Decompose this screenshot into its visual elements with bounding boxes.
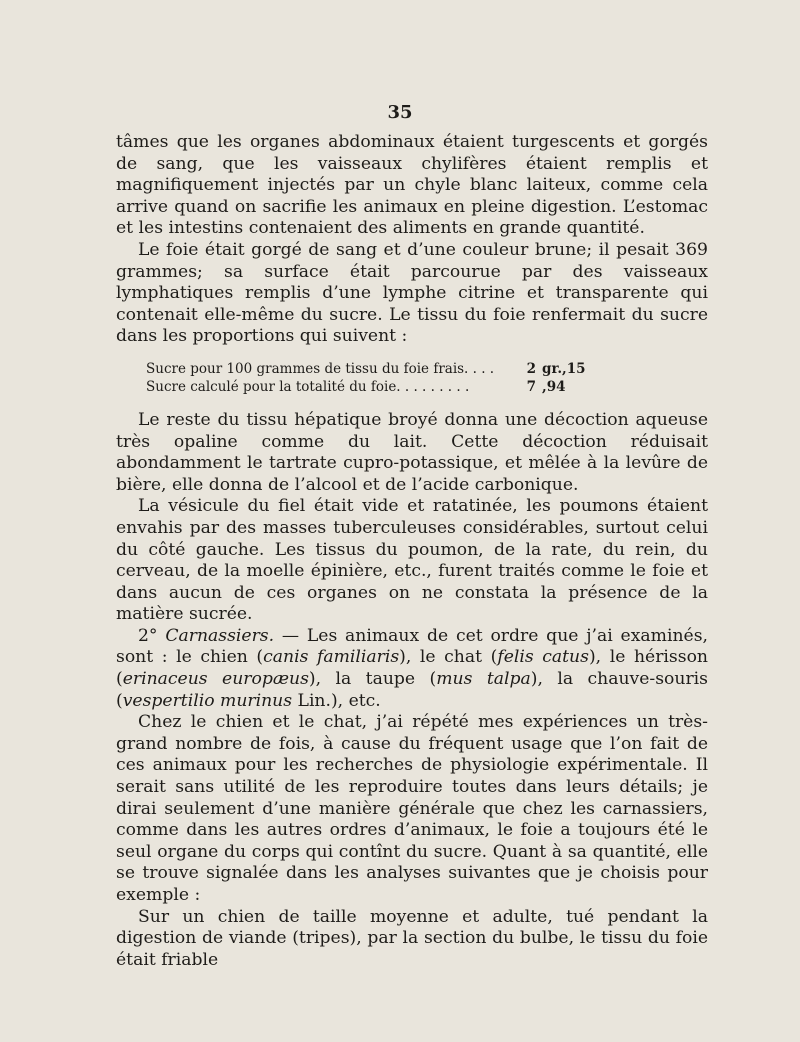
latin-name: felis catus (497, 647, 589, 668)
section-number: 2° (138, 625, 158, 646)
page-number: 35 (387, 102, 413, 123)
paragraph: Le reste du tissu hépatique broyé donna une décoction aqueuse très opaline comme du lait. Cette décoction réduisait abondamment le tartrate cupro-potassique, et mêlée à la levûre de bière, elle donna de l’alcool et de l’acide carbonique. (116, 409, 708, 495)
carnassiers-paragraph (116, 626, 708, 712)
paragraph: tâmes que les organes abdominaux étaient turgescents et gorgés de sang, que les vaisseaux chylifères étaient remplis et magnifiquement injectés par un chyle blanc laiteux, comme cela arrive quand on sacrifie les animaux en pleine digestion. L’estomac et les intestins contenaient des aliments en grande quantité. (116, 132, 708, 239)
sugar-table (146, 360, 708, 396)
row-unit: gr.,15 (542, 360, 586, 377)
text-run: ), le chat ( (399, 647, 498, 668)
body-text (116, 132, 708, 971)
table-row (146, 378, 708, 396)
text-run: ), la taupe ( (308, 669, 437, 690)
row-value: 2 (526, 360, 536, 377)
paragraph: La vésicule du fiel était vide et ratatinée, les poumons étaient envahis par des masses tuberculeuses considérables, surtout celui du côté gauche. Les tissus du poumon, de la rate, du rein, du cerveau, de la moelle épinière, etc., furent traités comme le foie et dans aucun de ces organes on ne constata la présence de la matière sucrée. (116, 496, 708, 625)
latin-name: erinaceus europæus (122, 669, 309, 690)
section-heading: Carnassiers. (165, 625, 275, 646)
table-row (146, 360, 708, 378)
text-run: Lin.), etc. (292, 690, 381, 711)
row-label: Sucre calculé pour la totalité du foie. . . . . . . . . (146, 378, 470, 395)
paragraph: Sur un chien de taille moyenne et adulte, tué pendant la digestion de viande (tripes), par la section du bulbe, le tissu du foie était friable (116, 906, 708, 970)
row-unit: ,94 (542, 378, 566, 395)
paragraph: Le foie était gorgé de sang et d’une couleur brune; il pesait 369 grammes; sa surface était parcourue par des vaisseaux lymphatiques remplis d’une lymphe citrine et transparente qui contenait elle-même du sucre. Le tissu du foie renfermait du sucre dans les proportions qui suivent : (116, 239, 708, 347)
latin-name: canis familiaris (263, 647, 400, 668)
paragraph: Chez le chien et le chat, j’ai répété mes expériences un très-grand nombre de fois, à cause du fréquent usage que l’on fait de ces animaux pour les recherches de physiologie expérimentale. Il serait sans utilité de les reproduire toutes dans leurs détails; je dirai seulement d’une manière générale que chez les carnassiers, comme dans les autres ordres d’animaux, le foie a toujours été le seul organe du corps qui contînt du sucre. Quant à sa quantité, elle se trouve signalée dans les analyses suivantes que je choisis pour exemple : (116, 712, 708, 905)
latin-name: mus talpa (436, 669, 531, 690)
row-value: 7 (526, 378, 536, 395)
text-run: ), le hérisson ( (116, 647, 708, 690)
text-run: ), la chauve-souris ( (116, 669, 708, 711)
latin-name: vespertilio murinus (122, 690, 293, 711)
text-run: — Les animaux de cet ordre que j’ai examinés, sont : le chien ( (116, 625, 708, 668)
row-label: Sucre pour 100 grammes de tissu du foie frais. . . . (146, 360, 495, 377)
